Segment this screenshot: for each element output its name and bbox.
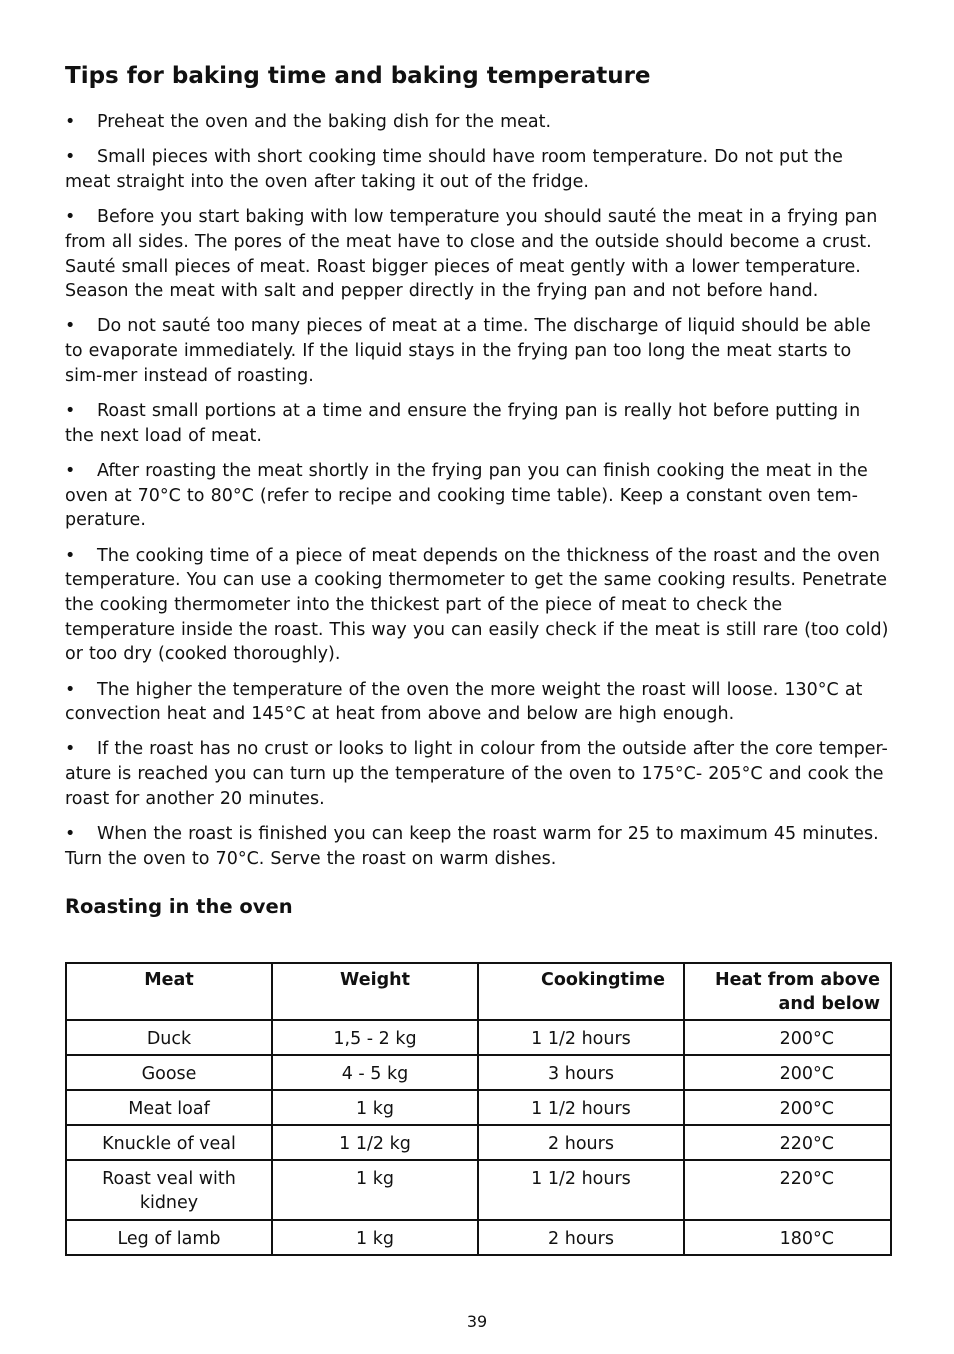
table-row [66, 1020, 891, 1055]
bullet: • [65, 824, 76, 845]
tip-item [65, 737, 891, 811]
cell-cookingtime: 2 hours [478, 1125, 684, 1160]
cell-meat: Meat loaf [66, 1090, 272, 1125]
header-heat: Heat from above and below [684, 963, 891, 1020]
page-title: Tips for baking time and baking temperature [65, 63, 651, 89]
cell-cookingtime: 2 hours [478, 1220, 684, 1255]
tip-item [65, 678, 891, 727]
tip-item [65, 110, 891, 135]
header-cookingtime: Cookingtime [478, 963, 684, 1020]
cell-weight: 1 1/2 kg [272, 1125, 478, 1160]
cell-heat: 220°C [684, 1160, 891, 1220]
cell-heat: 180°C [684, 1220, 891, 1255]
tip-item [65, 145, 891, 194]
tip-text: The cooking time of a piece of meat depends on the thickness of the roast and the oven temperature. You can use a cooking thermometer to get the same cooking results. Penetrate the cooking thermometer into the thickest part of the piece of meat to check the temperature inside the roast. This way you can easily check if the meat is still rare (too cold) or too dry (cooked thoroughly). [65, 545, 889, 665]
header-weight: Weight [272, 963, 478, 1020]
section-title: Roasting in the oven [65, 895, 293, 919]
page-number: 39 [466, 1312, 488, 1331]
cell-heat: 200°C [684, 1020, 891, 1055]
bullet: • [65, 679, 76, 700]
cell-meat: Knuckle of veal [66, 1125, 272, 1160]
cell-cookingtime: 3 hours [478, 1055, 684, 1090]
cell-weight: 1,5 - 2 kg [272, 1020, 478, 1055]
bullet: • [65, 147, 76, 168]
bullet: • [65, 112, 76, 132]
tips-list [65, 110, 891, 871]
cell-meat: Duck [66, 1020, 272, 1055]
roasting-table [65, 962, 892, 1256]
tip-text: Before you start baking with low temperature you should sauté the meat in a frying pan from all sides. The pores of the meat have to close and the outside should become a crust. Sauté small pieces of meat. Roast bigger pieces of meat gently with a lower temperature. Season the meat with salt and pepper directly in the frying pan and not before hand. [65, 207, 878, 302]
tip-item [65, 459, 891, 533]
bullet: • [65, 401, 76, 422]
table-row [66, 1160, 891, 1220]
cell-weight: 1 kg [272, 1220, 478, 1255]
cell-heat: 200°C [684, 1090, 891, 1125]
cell-meat: Leg of lamb [66, 1220, 272, 1255]
table-row [66, 1220, 891, 1255]
cell-heat: 220°C [684, 1125, 891, 1160]
table-header-row [66, 963, 891, 1020]
bullet: • [65, 545, 76, 566]
document-page [65, 58, 891, 921]
table-row [66, 1125, 891, 1160]
cell-cookingtime: 1 1/2 hours [478, 1160, 684, 1220]
tip-item [65, 399, 891, 448]
bullet: • [65, 460, 76, 481]
tip-text: When the roast is finished you can keep the roast warm for 25 to maximum 45 minutes. Turn the oven to 70°C. Serve the roast on warm dishes. [65, 824, 879, 869]
table-row [66, 1090, 891, 1125]
cell-meat: Roast veal with kidney [66, 1160, 272, 1220]
tip-item [65, 314, 891, 388]
tip-text: Preheat the oven and the baking dish for the meat. [97, 112, 552, 132]
cell-meat: Goose [66, 1055, 272, 1090]
tip-text: Roast small portions at a time and ensure the frying pan is really hot before putting in the next load of meat. [65, 401, 861, 446]
cell-weight: 4 - 5 kg [272, 1055, 478, 1090]
tip-text: If the roast has no crust or looks to light in colour from the outside after the core temper-ature is reached you can turn up the temperature of the oven to 175°C- 205°C and cook the roast for another 20 minutes. [65, 739, 888, 809]
tip-text: The higher the temperature of the oven the more weight the roast will loose. 130°C at convection heat and 145°C at heat from above and below are high enough. [65, 679, 863, 725]
table-row [66, 1055, 891, 1090]
tip-text: After roasting the meat shortly in the frying pan you can finish cooking the meat in the oven at 70°C to 80°C (refer to recipe and cooking time table). Keep a constant oven tem-perature. [65, 460, 868, 531]
tip-text: Small pieces with short cooking time should have room temperature. Do not put the meat straight into the oven after taking it out of the fridge. [65, 147, 843, 192]
cell-cookingtime: 1 1/2 hours [478, 1090, 684, 1125]
tip-item [65, 822, 891, 871]
cell-heat: 200°C [684, 1055, 891, 1090]
cell-weight: 1 kg [272, 1160, 478, 1220]
bullet: • [65, 316, 76, 337]
cell-cookingtime: 1 1/2 hours [478, 1020, 684, 1055]
cell-weight: 1 kg [272, 1090, 478, 1125]
header-meat: Meat [66, 963, 272, 1020]
bullet: • [65, 207, 76, 228]
bullet: • [65, 739, 76, 760]
tip-item [65, 205, 891, 304]
tip-item [65, 544, 891, 668]
tip-text: Do not sauté too many pieces of meat at a time. The discharge of liquid should be able to evaporate immediately. If the liquid stays in the frying pan too long the meat starts to sim-mer instead of roasting. [65, 316, 871, 386]
